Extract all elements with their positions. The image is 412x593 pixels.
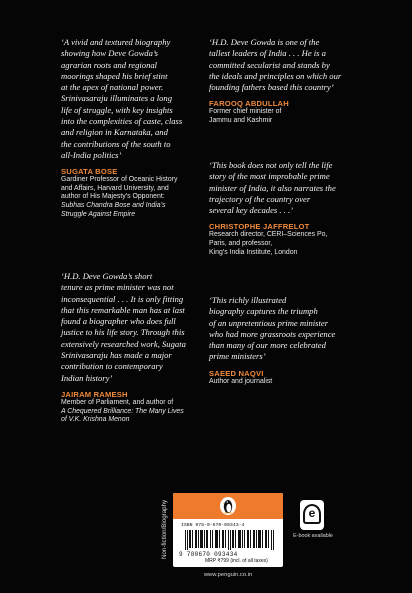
quote-line: found a biographer who does full [61,316,176,327]
quote-text [209,37,341,93]
quote-line: of an unpretentious prime minister [209,317,329,328]
ebook-icon [300,500,324,530]
quote-line: Srinivasaraju has made a major [61,350,172,361]
isbn-text: ISBN 978-0-670-09343-4 [181,523,245,528]
endorser-description [61,399,186,425]
endorsement-saeed-naqvi [209,295,335,386]
endorsement-sugata-bose [61,37,182,219]
endorsement-jairam-ramesh [61,271,186,425]
desc-line: Gardiner Professor of Oceanic History [61,176,178,184]
quote-line: trajectory of the country over [209,193,311,204]
quote-line: life of struggle, with key insights [61,104,173,115]
barcode-icon [185,530,275,550]
quote-line: that this remarkable man has at last [61,304,185,315]
endorser-name: JAIRAM RAMESH [61,389,128,399]
endorser-name: SUGATA BOSE [61,167,118,177]
quote-line: moorings shaped his brief stint [61,70,168,81]
quote-line: ‘This richly illustrated [209,295,287,305]
desc-line: Author and journalist [209,377,273,385]
desc-line: King’s India Institute, London [209,248,298,256]
barcode-panel [173,493,283,567]
desc-line: Research director, CERI–Sciences Po, [209,231,328,239]
genre-label: Non-fiction/Biography [161,499,168,559]
quote-line: minister of India, it also narrates the [209,182,336,193]
desc-line: author of His Majesty’s Opponent: [61,193,165,201]
desc-line: Member of Parliament, and author of [61,398,174,406]
endorser-description [209,108,341,125]
desc-line: Jammu and Kashmir [209,117,273,125]
price-label: MRP ₹799 (incl. of all taxes) [205,558,268,564]
quote-text [61,37,182,161]
quote-line: several key decades . . .’ [209,205,293,216]
quote-line: all-India politics’ [61,149,122,160]
desc-line: A Chequered Brilliance: The Many Lives [61,407,184,415]
endorser-description [61,176,182,219]
endorser-description [209,231,336,257]
quote-line: committed secularist and stands by [209,59,330,70]
quote-line: ‘H.D. Deve Gowda is one of the [209,37,320,47]
quote-line: the ideals and principles on which our [209,70,342,81]
desc-line: of V.K. Krishna Menon [61,416,130,424]
publisher-website: www.penguin.co.in [203,572,253,578]
quote-line: biography captures the triumph [209,306,318,317]
quote-line: inconsequential . . . It is only fitting [61,293,184,304]
quote-line: founding fathers based this country’ [209,82,334,93]
quote-text [209,295,335,363]
desc-line: Subhas Chandra Bose and India’s [61,202,166,210]
quote-line: into the complexities of caste, class [61,116,183,127]
quote-line: justice to his life story. Through this [61,327,185,338]
quote-line: prime ministers’ [209,351,266,362]
endorsement-farooq-abdullah [209,37,341,126]
desc-line: and Affairs, Harvard University, and [61,184,169,192]
endorser-name: CHRISTOPHE JAFFRELOT [209,222,310,232]
ebook-letter: e [303,504,321,524]
quote-line: at the apex of national power. [61,82,164,93]
desc-line: Paris, and professor, [209,240,273,248]
quote-line: extensively researched work, Sugata [61,338,186,349]
quote-line: than many of our more celebrated [209,340,326,351]
quote-line: and religion in Karnataka, and [61,127,168,138]
desc-line: Struggle Against Empire [61,210,136,218]
quote-line: showing how Deve Gowda’s [61,48,158,59]
quote-line: ‘This book does not only tell the life [209,160,333,170]
quote-line: the contributions of the south to [61,138,171,149]
endorser-description [209,378,335,387]
endorsement-christophe-jaffrelot [209,160,336,257]
ebook-label: E-book available [293,533,333,539]
quote-line: tallest leaders of India . . . He is a [209,48,326,59]
desc-line: Former chief minister of [209,108,282,116]
quote-line: who had more grassroots experience [209,328,336,339]
quote-line: tenure as prime minister was not [61,282,174,293]
quote-line: agrarian roots and regional [61,59,158,70]
penguin-logo-icon [220,497,236,515]
quote-line: story of the most improbable prime [209,171,330,182]
quote-line: Indian history’ [61,372,113,383]
endorser-name: FAROOQ ABDULLAH [209,99,289,109]
quote-line: contribution to contemporary [61,361,163,372]
isbn-digits: 9 780670 093434 [179,551,238,558]
quote-line: ‘A vivid and textured biography [61,37,171,47]
quote-line: ‘H.D. Deve Gowda’s short [61,271,153,281]
quote-text [61,271,186,384]
quote-text [209,160,336,216]
endorser-name: SAEED NAQVI [209,368,264,378]
quote-line: Srinivasaraju illuminates a long [61,93,173,104]
